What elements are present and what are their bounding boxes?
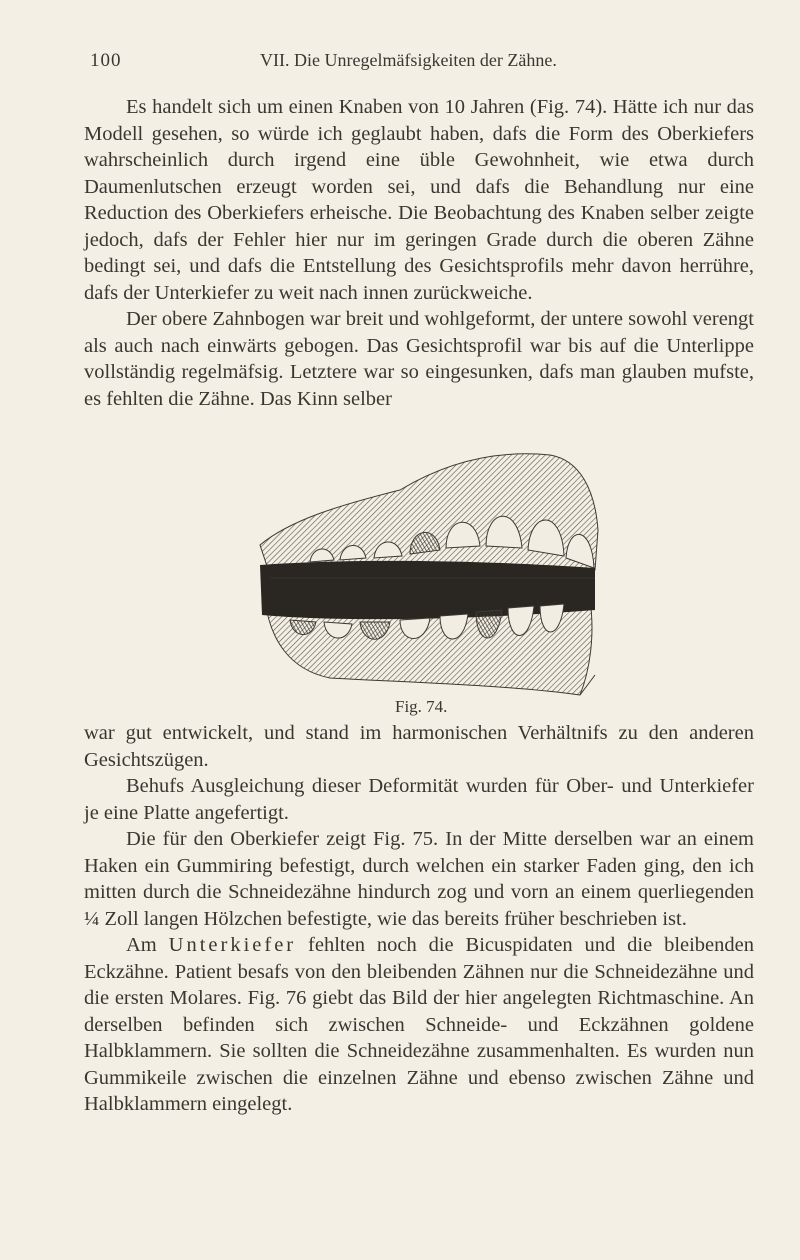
paragraph: Der obere Zahnbogen war breit und wohlgeformt, der untere sowohl verengt als auch nach einwärts gebogen. Das Gesichtsprofil war bis auf die Unterlippe vollständig regelmäfsig. Letztere war so eingesunken, dafs man glauben mufste, es fehlten die Zähne. Das Kinn selber bbox=[84, 308, 754, 410]
text-block-top bbox=[84, 94, 754, 412]
page-number: 100 bbox=[90, 50, 122, 71]
paragraph-rest: fehlten noch die Bicuspidaten und die bleibenden Eckzähne. Patient besafs von den bleibenden Zähnen nur die Schneidezähne und die ersten Molares. Fig. 76 giebt das Bild der hier angelegten Richtmaschine. An derselben befinden sich zwischen Schneide- und Eckzähnen goldene Halbklammern. Sie sollten die Schneidezähne zusammenhalten. Es wurden nun Gummikeile zwischen die einzelnen Zähne und ebenso zwischen Zähne und Halbklammern eingelegt. bbox=[84, 934, 755, 1115]
page-header bbox=[90, 50, 750, 80]
figure-caption: Fig. 74. bbox=[395, 697, 448, 716]
paragraph: Es handelt sich um einen Knaben von 10 Jahren (Fig. 74). Hätte ich nur das Modell gesehen, so würde ich geglaubt haben, dafs die Form des Oberkiefers wahrscheinlich durch irgend eine üble Gewohnheit, wie etwa durch Daumenlutschen erzeugt worden sei, und dafs die Behandlung nur eine Reduction des Oberkiefers erheische. Die Beobachtung des Knaben selber zeigte jedoch, dafs der Fehler hier nur im geringen Grade durch die oberen Zähne bedingt sei, und dafs die Entstellung des Gesichtsprofils mehr davon herrühre, dafs der Unterkiefer zu weit nach innen zurückweiche. bbox=[84, 96, 754, 304]
dental-model-figure bbox=[250, 450, 600, 700]
paragraph: Behufs Ausgleichung dieser Deformität wurden für Ober- und Unterkiefer je eine Platte angefertigt. bbox=[84, 775, 754, 824]
paragraph-prefix: Am bbox=[126, 934, 169, 956]
paragraph: war gut entwickelt, und stand im harmonischen Verhältnifs zu den anderen Gesichtszügen. bbox=[84, 722, 754, 771]
paragraph: Die für den Oberkiefer zeigt Fig. 75. In der Mitte derselben war an einem Haken ein Gummiring befestigt, durch welchen ein starker Faden ging, den ich mitten durch die Schneidezähne hindurch zog und vorn an einem querliegenden ¼ Zoll langen Hölzchen befestigte, wie das bereits früher beschrieben ist. bbox=[84, 828, 754, 930]
paragraph bbox=[84, 932, 754, 1118]
jaw-illustration bbox=[250, 450, 600, 700]
running-title: VII. Die Unregelmäfsigkeiten der Zähne. bbox=[260, 50, 557, 70]
spaced-emphasis: Unterkiefer bbox=[168, 934, 297, 956]
text-block-bottom bbox=[84, 720, 754, 1118]
